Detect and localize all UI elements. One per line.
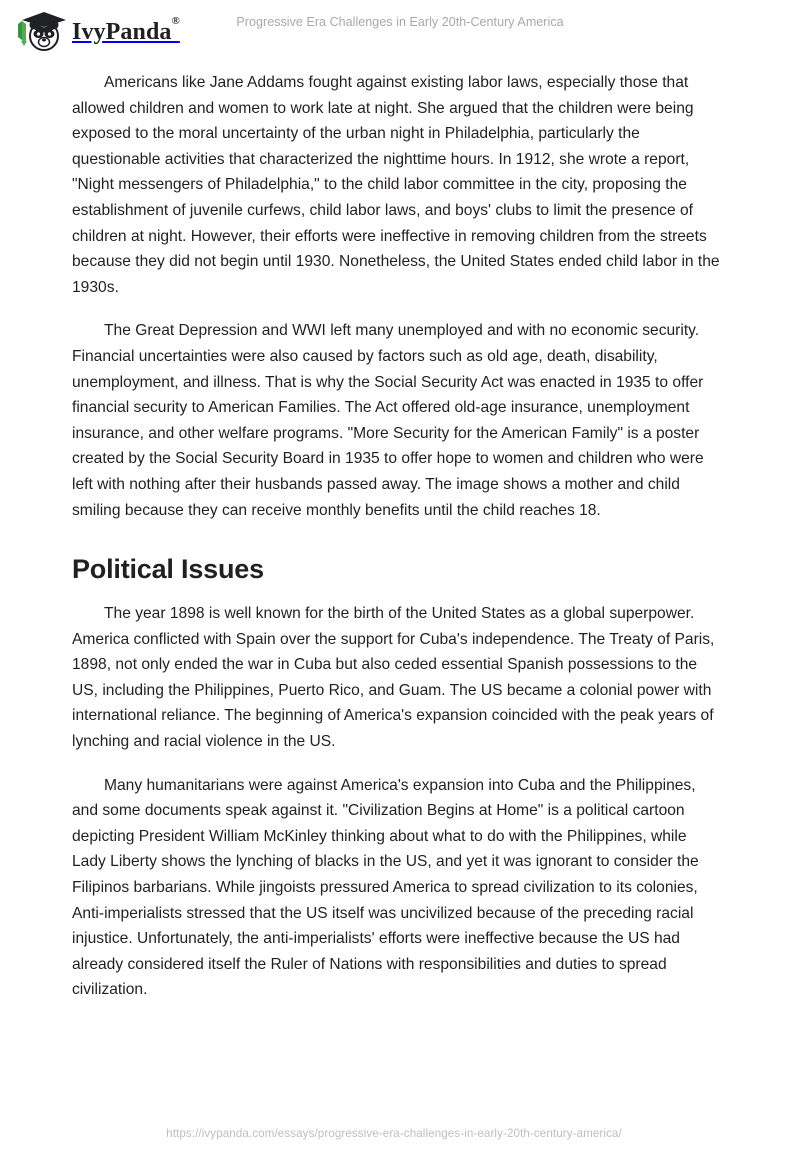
paragraph: Americans like Jane Addams fought against existing labor laws, especially those that allowed children and women to work late at night. She argued that the children were being exposed to the moral uncertainty of the urban night in Philadelphia, particularly the questionable activities that characterized the nighttime hours. In 1912, she wrote a report, "Night messengers of Philadelphia," to the child labor committee in the city, proposing the establishment of juvenile curfews, child labor laws, and boys' clubs to limit the presence of children at night. However, their efforts were ineffective in removing children from the streets because they did not begin until 1930. Nonetheless, the United States ended child labor in the 1930s. — [72, 74, 720, 296]
registered-trademark-icon: ® — [171, 15, 180, 27]
paragraph: The year 1898 is well known for the birth of the United States as a global superpower. America conflicted with Spain over the support for Cuba's independence. The Treaty of Paris, 1898, not only ended the war in Cuba but also ceded essential Spanish possessions to the US, including the Philippines, Puerto Rico, and Guam. The US became a colonial power with international reliance. The beginning of America's expansion coincided with the peak years of lynching and racial violence in the US. — [72, 605, 715, 751]
document-body — [72, 70, 722, 1003]
page-header — [0, 0, 800, 62]
brand-name-text: IvyPanda — [72, 19, 172, 45]
paragraph: Many humanitarians were against America's expansion into Cuba and the Philippines, and some documents speak against it. "Civilization Begins at Home" is a political cartoon depicting President William McKinley thinking about what to do with the Philippines, while Lady Liberty shows the lynching of blacks in the US, and yet it was ignorant to consider the Filipinos barbarians. While jingoists pressured America to spread civilization to its colonies, Anti-imperialists stressed that the US itself was uncivilized because of the preceding racial injustice. Unfortunately, the anti-imperialists' efforts were ineffective because the US had already considered itself the Ruler of Nations with responsibilities and duties to spread civilization. — [72, 776, 699, 999]
page-footer — [0, 1124, 800, 1142]
paragraph: The Great Depression and WWI left many unemployed and with no economic security. Financial uncertainties were also caused by factors such as old age, death, disability, unemployment, and illness. That is why the Social Security Act was enacted in 1935 to offer financial security to American Families. The Act offered old-age insurance, unemployment insurance, and other welfare programs. "More Security for the American Family" is a poster created by the Social Security Board in 1935 to offer hope to women and children who were left with nothing after their husbands passed away. The image shows a mother and child smiling because they can receive monthly benefits until the child reaches 18. — [72, 322, 704, 519]
section-heading-political-issues: Political Issues — [72, 554, 264, 585]
source-url-link[interactable]: https://ivypanda.com/essays/progressive-era-challenges-in-early-20th-century-america/ — [166, 1127, 622, 1140]
document-header-title: Progressive Era Challenges in Early 20th-Century America — [236, 15, 564, 29]
